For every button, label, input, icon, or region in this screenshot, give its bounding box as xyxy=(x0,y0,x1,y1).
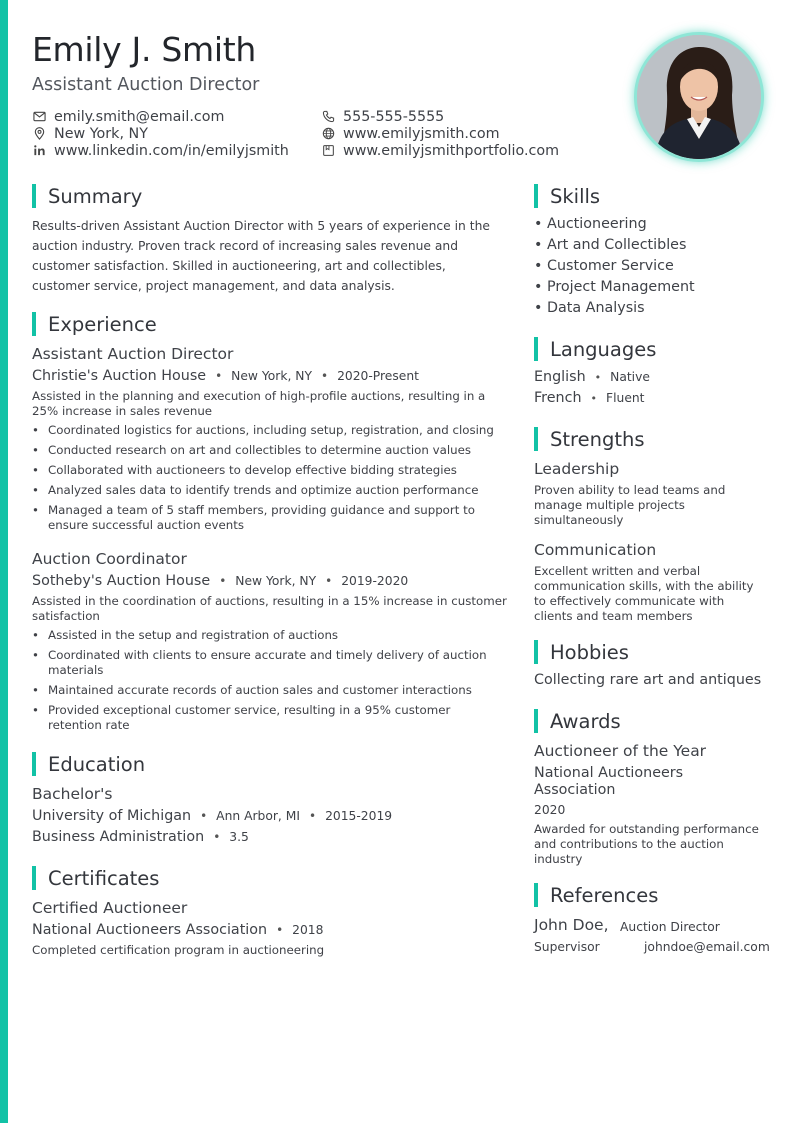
job-dates: 2019-2020 xyxy=(341,574,409,588)
field-of-study: Business Administration xyxy=(32,829,205,845)
award-name: Auctioneer of the Year xyxy=(534,742,707,760)
experience-heading: Experience xyxy=(32,312,157,336)
job-dates: 2020-Present xyxy=(337,369,419,383)
contact-email[interactable]: emily.smith@email.com xyxy=(32,108,224,125)
linkedin-icon xyxy=(32,144,46,158)
skill-item: • Art and Collectibles xyxy=(534,237,687,253)
globe-icon xyxy=(321,127,335,141)
skill-item: • Auctioneering xyxy=(534,216,647,232)
contact-portfolio[interactable]: www.emilyjsmithportfolio.com xyxy=(321,142,559,159)
job-title: Assistant Auction Director xyxy=(32,345,234,363)
section-accent xyxy=(534,184,538,208)
certificate-issuer: National Auctioneers Association xyxy=(32,922,268,938)
strength-text: Proven ability to lead teams and manage multiple projects simultaneously xyxy=(534,483,726,527)
degree: Bachelor's xyxy=(32,785,113,803)
list-item: • Managed a team of 5 staff members, providing guidance and support to ensure successful auction events xyxy=(32,503,507,533)
list-item: • Maintained accurate records of auction sales and customer interactions xyxy=(32,683,507,698)
list-item: • Assisted in the setup and registration of auctions xyxy=(32,628,507,643)
school-location: Ann Arbor, MI xyxy=(216,809,300,823)
award-issuer: National Auctioneers Association xyxy=(534,765,684,798)
list-item: • Collaborated with auctioneers to develop effective bidding strategies xyxy=(32,463,507,478)
language-level: Native xyxy=(610,370,650,384)
summary-text: Results-driven Assistant Auction Director with 5 years of experience in the auction industry. Proven track record of increasing sales revenue and customer satisfaction. Skilled in auctioneering, art and collectibles, customer service, project management, and data analysis. xyxy=(32,219,490,293)
job-meta: Christie's Auction House • New York, NY • 2020-Present xyxy=(32,368,419,384)
skill-item: • Customer Service xyxy=(534,258,674,274)
school-name: University of Michigan xyxy=(32,808,192,824)
contact-phone[interactable]: 555-555-5555 xyxy=(321,108,444,125)
reference-relation: Supervisor xyxy=(534,940,600,954)
section-accent xyxy=(534,337,538,361)
list-item: • Coordinated with clients to ensure accurate and timely delivery of auction materials xyxy=(32,648,507,678)
education-field: Business Administration • 3.5 xyxy=(32,829,249,845)
list-item: • Analyzed sales data to identify trends and optimize auction performance xyxy=(32,483,507,498)
strength-text: Excellent written and verbal communication skills, with the ability to effectively communicate with clients and team members xyxy=(534,564,754,623)
hobby-text: Collecting rare art and antiques xyxy=(534,672,762,688)
list-item: • Provided exceptional customer service, resulting in a 95% customer retention rate xyxy=(32,703,507,733)
list-item: • Coordinated logistics for auctions, including setup, registration, and closing xyxy=(32,423,507,438)
award-year: 2020 xyxy=(534,803,566,817)
awards-heading: Awards xyxy=(534,709,621,733)
strength-name: Communication xyxy=(534,541,657,559)
skill-item: • Data Analysis xyxy=(534,300,645,316)
section-accent xyxy=(534,883,538,907)
mail-icon xyxy=(32,110,46,124)
reference-email[interactable]: johndoe@email.com xyxy=(644,940,770,954)
language-item: English • Native xyxy=(534,369,650,385)
profile-photo xyxy=(634,32,764,162)
job-bullets xyxy=(32,628,507,738)
language-name: English xyxy=(534,369,586,385)
language-item: French • Fluent xyxy=(534,390,645,406)
section-accent xyxy=(32,866,36,890)
portfolio-icon xyxy=(321,144,335,158)
section-accent xyxy=(32,312,36,336)
skill-item: • Project Management xyxy=(534,279,695,295)
list-item: • Conducted research on art and collectibles to determine auction values xyxy=(32,443,507,458)
summary-heading: Summary xyxy=(32,184,142,208)
location-pin-icon xyxy=(32,127,46,141)
strengths-heading: Strengths xyxy=(534,427,645,451)
section-accent xyxy=(32,184,36,208)
company-name: Sotheby's Auction House xyxy=(32,573,211,589)
languages-heading: Languages xyxy=(534,337,656,361)
contact-website[interactable]: www.emilyjsmith.com xyxy=(321,125,500,142)
contact-location: New York, NY xyxy=(32,125,148,142)
award-description: Awarded for outstanding performance and contributions to the auction industry xyxy=(534,822,759,866)
certificates-heading: Certificates xyxy=(32,866,159,890)
language-level: Fluent xyxy=(606,391,645,405)
candidate-title: Assistant Auction Director xyxy=(32,75,260,95)
section-accent xyxy=(32,752,36,776)
job-title: Auction Coordinator xyxy=(32,550,187,568)
hobbies-heading: Hobbies xyxy=(534,640,629,664)
certificate-year: 2018 xyxy=(292,923,324,937)
section-accent xyxy=(534,427,538,451)
certificate-description: Completed certification program in auctioneering xyxy=(32,943,325,957)
job-location: New York, NY xyxy=(235,574,317,588)
contact-linkedin[interactable]: www.linkedin.com/in/emilyjsmith xyxy=(32,142,289,159)
language-name: French xyxy=(534,390,582,406)
education-meta: University of Michigan • Ann Arbor, MI • 2015-2019 xyxy=(32,808,393,824)
job-location: New York, NY xyxy=(231,369,312,383)
strength-name: Leadership xyxy=(534,460,620,478)
job-meta: Sotheby's Auction House • New York, NY • 2019-2020 xyxy=(32,573,409,589)
phone-icon xyxy=(321,110,335,124)
section-accent xyxy=(534,709,538,733)
company-name: Christie's Auction House xyxy=(32,368,207,384)
certificate-name: Certified Auctioneer xyxy=(32,899,188,917)
accent-bar xyxy=(0,0,8,1123)
candidate-name: Emily J. Smith xyxy=(32,30,256,69)
education-heading: Education xyxy=(32,752,145,776)
references-heading: References xyxy=(534,883,658,907)
skills-heading: Skills xyxy=(534,184,600,208)
section-accent xyxy=(534,640,538,664)
certificate-meta: National Auctioneers Association • 2018 xyxy=(32,922,324,938)
education-dates: 2015-2019 xyxy=(325,809,393,823)
job-bullets xyxy=(32,423,507,538)
job-description: Assisted in the planning and execution of high-profile auctions, resulting in a 25% increase in sales revenue xyxy=(32,389,486,418)
gpa: 3.5 xyxy=(229,830,249,844)
reference-name: John Doe, xyxy=(534,916,609,934)
reference-role: Auction Director xyxy=(620,920,720,934)
job-description: Assisted in the coordination of auctions, resulting in a 15% increase in customer satisfaction xyxy=(32,594,507,623)
